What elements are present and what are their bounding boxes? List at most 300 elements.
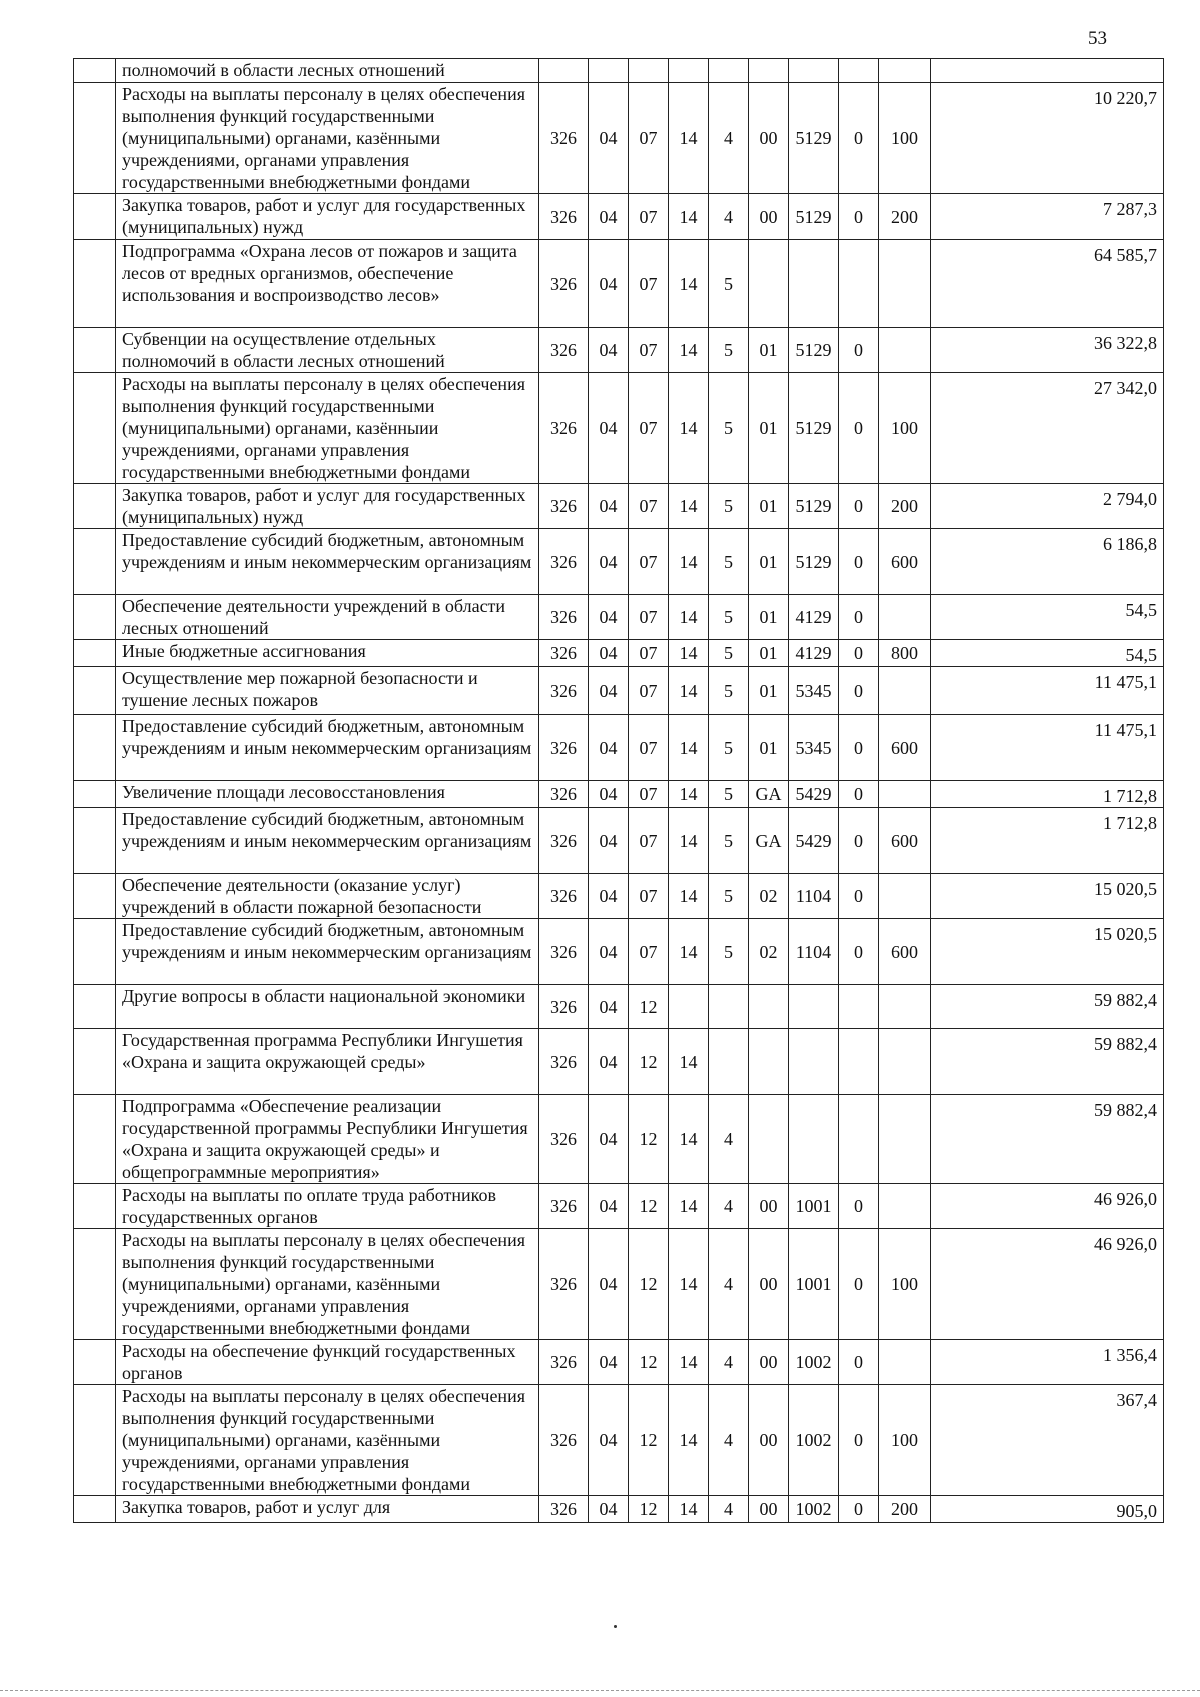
direction-code-cell [789,1029,839,1095]
subprogram-code-cell: 4 [709,194,749,240]
section-code-cell: 04 [589,373,629,484]
subsection-code-cell: 07 [629,595,669,640]
row-number-cell [74,1340,116,1385]
section-code-cell: 04 [589,808,629,874]
event-code-cell: 01 [749,529,789,595]
section-code-cell [589,59,629,83]
program-code-cell: 14 [669,484,709,529]
event-code-cell: 01 [749,484,789,529]
row-number-cell [74,194,116,240]
amount-cell: 15 020,5 [931,919,1164,985]
table-row [74,781,1164,808]
direction-code-cell [789,240,839,328]
subsection-code-cell: 07 [629,781,669,808]
program-code-cell: 14 [669,328,709,373]
table-row [74,1496,1164,1523]
extra-code-cell: 0 [839,529,879,595]
event-code-cell: 01 [749,328,789,373]
event-code-cell: 00 [749,1385,789,1496]
program-code-cell: 14 [669,1340,709,1385]
subsection-code-cell: 12 [629,1340,669,1385]
ministry-code-cell: 326 [539,595,589,640]
table-row [74,667,1164,715]
subprogram-code-cell: 5 [709,529,749,595]
subsection-code-cell: 12 [629,1095,669,1184]
row-number-cell [74,715,116,781]
expense-type-code-cell [879,59,931,83]
row-number-cell [74,1029,116,1095]
row-name-cell: Расходы на обеспечение функций государственных органов [116,1340,539,1385]
subprogram-code-cell: 4 [709,83,749,194]
table-row [74,640,1164,667]
table-row [74,529,1164,595]
row-number-cell [74,919,116,985]
direction-code-cell: 1002 [789,1496,839,1523]
table-row [74,808,1164,874]
event-code-cell: 00 [749,83,789,194]
expense-type-code-cell [879,781,931,808]
extra-code-cell: 0 [839,640,879,667]
subsection-code-cell: 07 [629,240,669,328]
section-code-cell: 04 [589,781,629,808]
program-code-cell: 14 [669,808,709,874]
row-name-cell: Другие вопросы в области национальной экономики [116,985,539,1029]
expense-type-code-cell: 600 [879,919,931,985]
subsection-code-cell: 07 [629,919,669,985]
direction-code-cell: 4129 [789,640,839,667]
subprogram-code-cell: 5 [709,715,749,781]
subprogram-code-cell: 5 [709,874,749,919]
section-code-cell: 04 [589,595,629,640]
extra-code-cell: 0 [839,1496,879,1523]
extra-code-cell: 0 [839,83,879,194]
row-name-cell: Закупка товаров, работ и услуг для государственных (муниципальных) нужд [116,484,539,529]
section-code-cell: 04 [589,1095,629,1184]
ministry-code-cell: 326 [539,1029,589,1095]
direction-code-cell: 5129 [789,83,839,194]
budget-table [73,58,1164,1523]
extra-code-cell: 0 [839,1229,879,1340]
row-number-cell [74,1095,116,1184]
direction-code-cell: 1104 [789,874,839,919]
amount-cell: 6 186,8 [931,529,1164,595]
extra-code-cell: 0 [839,194,879,240]
row-name-cell: Расходы на выплаты персоналу в целях обеспечения выполнения функций государственными (муниципальными) органами, казёнными учреждениями, органами управления государственными внебюджетными фондами [116,1385,539,1496]
program-code-cell [669,985,709,1029]
amount-cell: 905,0 [931,1496,1164,1523]
table-row [74,373,1164,484]
event-code-cell: 02 [749,919,789,985]
section-code-cell: 04 [589,1385,629,1496]
subsection-code-cell: 12 [629,1029,669,1095]
direction-code-cell: 1001 [789,1184,839,1229]
ministry-code-cell: 326 [539,874,589,919]
extra-code-cell: 0 [839,1184,879,1229]
amount-cell: 15 020,5 [931,874,1164,919]
row-name-cell: Иные бюджетные ассигнования [116,640,539,667]
ministry-code-cell: 326 [539,1095,589,1184]
section-code-cell: 04 [589,529,629,595]
event-code-cell: 01 [749,595,789,640]
program-code-cell: 14 [669,667,709,715]
program-code-cell: 14 [669,919,709,985]
row-name-cell: Государственная программа Республики Ингушетия «Охрана и защита окружающей среды» [116,1029,539,1095]
extra-code-cell: 0 [839,874,879,919]
row-number-cell [74,808,116,874]
subsection-code-cell: 07 [629,373,669,484]
amount-cell: 59 882,4 [931,985,1164,1029]
ministry-code-cell: 326 [539,529,589,595]
section-code-cell: 04 [589,1229,629,1340]
amount-cell: 59 882,4 [931,1095,1164,1184]
expense-type-code-cell [879,1184,931,1229]
row-number-cell [74,1229,116,1340]
table-row [74,484,1164,529]
direction-code-cell: 5429 [789,808,839,874]
extra-code-cell [839,985,879,1029]
subsection-code-cell: 07 [629,194,669,240]
subprogram-code-cell: 5 [709,484,749,529]
subsection-code-cell: 07 [629,83,669,194]
program-code-cell: 14 [669,1496,709,1523]
row-number-cell [74,484,116,529]
table-row [74,919,1164,985]
table-row [74,595,1164,640]
table-row [74,1095,1164,1184]
ministry-code-cell: 326 [539,373,589,484]
subprogram-code-cell: 5 [709,240,749,328]
row-number-cell [74,529,116,595]
row-name-cell: Предоставление субсидий бюджетным, автономным учреждениям и иным некоммерческим организациям [116,529,539,595]
row-number-cell [74,1385,116,1496]
table-row [74,1229,1164,1340]
program-code-cell: 14 [669,83,709,194]
expense-type-code-cell [879,240,931,328]
row-name-cell: Предоставление субсидий бюджетным, автономным учреждениям и иным некоммерческим организациям [116,919,539,985]
subprogram-code-cell: 4 [709,1496,749,1523]
section-code-cell: 04 [589,484,629,529]
program-code-cell: 14 [669,640,709,667]
ministry-code-cell: 326 [539,328,589,373]
subprogram-code-cell [709,1029,749,1095]
program-code-cell: 14 [669,595,709,640]
ministry-code-cell: 326 [539,1496,589,1523]
row-number-cell [74,240,116,328]
ministry-code-cell: 326 [539,640,589,667]
subprogram-code-cell: 5 [709,808,749,874]
table-row [74,1385,1164,1496]
program-code-cell: 14 [669,1029,709,1095]
direction-code-cell: 5129 [789,484,839,529]
ministry-code-cell: 326 [539,781,589,808]
table-row [74,715,1164,781]
amount-cell: 46 926,0 [931,1229,1164,1340]
program-code-cell [669,59,709,83]
amount-cell: 1 356,4 [931,1340,1164,1385]
subprogram-code-cell: 5 [709,640,749,667]
extra-code-cell [839,1095,879,1184]
amount-cell: 367,4 [931,1385,1164,1496]
row-number-cell [74,1184,116,1229]
table-row [74,1029,1164,1095]
expense-type-code-cell: 100 [879,83,931,194]
row-name-cell: полномочий в области лесных отношений [116,59,539,83]
section-code-cell: 04 [589,194,629,240]
subsection-code-cell: 12 [629,1229,669,1340]
amount-cell: 46 926,0 [931,1184,1164,1229]
ministry-code-cell: 326 [539,484,589,529]
ministry-code-cell: 326 [539,194,589,240]
amount-cell: 27 342,0 [931,373,1164,484]
amount-cell: 64 585,7 [931,240,1164,328]
expense-type-code-cell [879,1029,931,1095]
subprogram-code-cell: 4 [709,1385,749,1496]
row-number-cell [74,59,116,83]
subsection-code-cell: 12 [629,1496,669,1523]
subprogram-code-cell: 4 [709,1095,749,1184]
section-code-cell: 04 [589,919,629,985]
amount-cell: 54,5 [931,595,1164,640]
ministry-code-cell: 326 [539,919,589,985]
ministry-code-cell: 326 [539,667,589,715]
row-number-cell [74,667,116,715]
direction-code-cell: 5129 [789,373,839,484]
amount-cell: 10 220,7 [931,83,1164,194]
program-code-cell: 14 [669,529,709,595]
extra-code-cell: 0 [839,808,879,874]
row-number-cell [74,985,116,1029]
program-code-cell: 14 [669,1229,709,1340]
program-code-cell: 14 [669,781,709,808]
table-row [74,328,1164,373]
event-code-cell: 01 [749,667,789,715]
event-code-cell: 00 [749,1340,789,1385]
table-row [74,1340,1164,1385]
subsection-code-cell [629,59,669,83]
row-name-cell: Подпрограмма «Охрана лесов от пожаров и защита лесов от вредных организмов, обеспечение использования и воспроизводство лесов» [116,240,539,328]
direction-code-cell: 5129 [789,529,839,595]
section-code-cell: 04 [589,83,629,194]
extra-code-cell: 0 [839,1340,879,1385]
subprogram-code-cell: 4 [709,1340,749,1385]
ministry-code-cell: 326 [539,715,589,781]
direction-code-cell: 5129 [789,328,839,373]
event-code-cell: 00 [749,194,789,240]
subsection-code-cell: 12 [629,1385,669,1496]
row-name-cell: Обеспечение деятельности учреждений в области лесных отношений [116,595,539,640]
subprogram-code-cell [709,59,749,83]
row-name-cell: Расходы на выплаты персоналу в целях обеспечения выполнения функций государственными (муниципальными) органами, казёнными учреждениями, органами управления государственными внебюджетными фондами [116,1229,539,1340]
amount-cell: 11 475,1 [931,667,1164,715]
section-code-cell: 04 [589,1029,629,1095]
program-code-cell: 14 [669,373,709,484]
subprogram-code-cell: 5 [709,595,749,640]
amount-cell: 11 475,1 [931,715,1164,781]
ministry-code-cell: 326 [539,240,589,328]
expense-type-code-cell: 600 [879,808,931,874]
row-number-cell [74,595,116,640]
extra-code-cell: 0 [839,667,879,715]
expense-type-code-cell: 600 [879,529,931,595]
direction-code-cell [789,59,839,83]
subprogram-code-cell [709,985,749,1029]
subprogram-code-cell: 5 [709,667,749,715]
ministry-code-cell: 326 [539,83,589,194]
amount-cell: 2 794,0 [931,484,1164,529]
ministry-code-cell: 326 [539,1184,589,1229]
subsection-code-cell: 12 [629,1184,669,1229]
event-code-cell [749,1095,789,1184]
expense-type-code-cell: 200 [879,1496,931,1523]
event-code-cell: GA [749,781,789,808]
expense-type-code-cell [879,1095,931,1184]
program-code-cell: 14 [669,240,709,328]
extra-code-cell: 0 [839,919,879,985]
ministry-code-cell: 326 [539,808,589,874]
subprogram-code-cell: 4 [709,1229,749,1340]
row-name-cell: Обеспечение деятельности (оказание услуг) учреждений в области пожарной безопасности [116,874,539,919]
subsection-code-cell: 07 [629,874,669,919]
amount-cell: 36 322,8 [931,328,1164,373]
extra-code-cell: 0 [839,484,879,529]
extra-code-cell: 0 [839,373,879,484]
expense-type-code-cell: 200 [879,484,931,529]
scan-edge-line [0,1690,1200,1692]
section-code-cell: 04 [589,1496,629,1523]
table-row [74,59,1164,83]
ministry-code-cell: 326 [539,1229,589,1340]
subprogram-code-cell: 5 [709,781,749,808]
extra-code-cell: 0 [839,781,879,808]
subprogram-code-cell: 4 [709,1184,749,1229]
ministry-code-cell: 326 [539,1340,589,1385]
direction-code-cell: 5129 [789,194,839,240]
direction-code-cell [789,1095,839,1184]
row-name-cell: Закупка товаров, работ и услуг для [116,1496,539,1523]
subsection-code-cell: 07 [629,667,669,715]
section-code-cell: 04 [589,1340,629,1385]
extra-code-cell: 0 [839,595,879,640]
subprogram-code-cell: 5 [709,373,749,484]
ministry-code-cell: 326 [539,985,589,1029]
extra-code-cell: 0 [839,715,879,781]
event-code-cell [749,1029,789,1095]
subsection-code-cell: 07 [629,808,669,874]
subsection-code-cell: 12 [629,985,669,1029]
row-name-cell: Предоставление субсидий бюджетным, автономным учреждениям и иным некоммерческим организациям [116,808,539,874]
extra-code-cell [839,1029,879,1095]
amount-cell: 1 712,8 [931,808,1164,874]
scan-dot [614,1625,617,1628]
direction-code-cell: 1002 [789,1385,839,1496]
section-code-cell: 04 [589,1184,629,1229]
section-code-cell: 04 [589,874,629,919]
event-code-cell: GA [749,808,789,874]
expense-type-code-cell [879,667,931,715]
row-name-cell: Предоставление субсидий бюджетным, автономным учреждениям и иным некоммерческим организациям [116,715,539,781]
amount-cell: 59 882,4 [931,1029,1164,1095]
amount-cell [931,59,1164,83]
ministry-code-cell: 326 [539,1385,589,1496]
event-code-cell: 00 [749,1496,789,1523]
direction-code-cell: 1002 [789,1340,839,1385]
section-code-cell: 04 [589,240,629,328]
subsection-code-cell: 07 [629,328,669,373]
event-code-cell [749,985,789,1029]
section-code-cell: 04 [589,667,629,715]
expense-type-code-cell: 800 [879,640,931,667]
subsection-code-cell: 07 [629,529,669,595]
event-code-cell [749,59,789,83]
direction-code-cell: 1001 [789,1229,839,1340]
direction-code-cell [789,985,839,1029]
row-name-cell: Увеличение площади лесовосстановления [116,781,539,808]
program-code-cell: 14 [669,1385,709,1496]
ministry-code-cell [539,59,589,83]
expense-type-code-cell [879,328,931,373]
subprogram-code-cell: 5 [709,919,749,985]
direction-code-cell: 5429 [789,781,839,808]
event-code-cell: 01 [749,640,789,667]
table-row [74,240,1164,328]
expense-type-code-cell: 100 [879,1229,931,1340]
expense-type-code-cell [879,985,931,1029]
event-code-cell: 01 [749,373,789,484]
extra-code-cell: 0 [839,1385,879,1496]
expense-type-code-cell: 600 [879,715,931,781]
row-number-cell [74,83,116,194]
row-name-cell: Расходы на выплаты персоналу в целях обеспечения выполнения функций государственными (муниципальными) органами, казённыии учреждениями, органами управления государственными внебюджетными фондами [116,373,539,484]
expense-type-code-cell [879,595,931,640]
expense-type-code-cell [879,874,931,919]
expense-type-code-cell [879,1340,931,1385]
program-code-cell: 14 [669,1095,709,1184]
program-code-cell: 14 [669,1184,709,1229]
event-code-cell: 00 [749,1229,789,1340]
row-number-cell [74,373,116,484]
row-name-cell: Расходы на выплаты персоналу в целях обеспечения выполнения функций государственными (муниципальными) органами, казёнными учреждениями, органами управления государственными внебюджетными фондами [116,83,539,194]
extra-code-cell [839,240,879,328]
row-number-cell [74,781,116,808]
direction-code-cell: 1104 [789,919,839,985]
extra-code-cell: 0 [839,328,879,373]
program-code-cell: 14 [669,715,709,781]
row-name-cell: Осуществление мер пожарной безопасности и тушение лесных пожаров [116,667,539,715]
amount-cell: 1 712,8 [931,781,1164,808]
table-row [74,874,1164,919]
event-code-cell: 01 [749,715,789,781]
row-name-cell: Расходы на выплаты по оплате труда работников государственных органов [116,1184,539,1229]
page-number: 53 [1088,28,1107,49]
expense-type-code-cell: 200 [879,194,931,240]
event-code-cell [749,240,789,328]
table-row [74,1184,1164,1229]
amount-cell: 7 287,3 [931,194,1164,240]
table-row [74,985,1164,1029]
subsection-code-cell: 07 [629,715,669,781]
row-name-cell: Субвенции на осуществление отдельных полномочий в области лесных отношений [116,328,539,373]
row-number-cell [74,640,116,667]
amount-cell: 54,5 [931,640,1164,667]
row-number-cell [74,874,116,919]
table-row [74,194,1164,240]
subsection-code-cell: 07 [629,640,669,667]
section-code-cell: 04 [589,985,629,1029]
direction-code-cell: 5345 [789,667,839,715]
program-code-cell: 14 [669,194,709,240]
subprogram-code-cell: 5 [709,328,749,373]
row-number-cell [74,1496,116,1523]
